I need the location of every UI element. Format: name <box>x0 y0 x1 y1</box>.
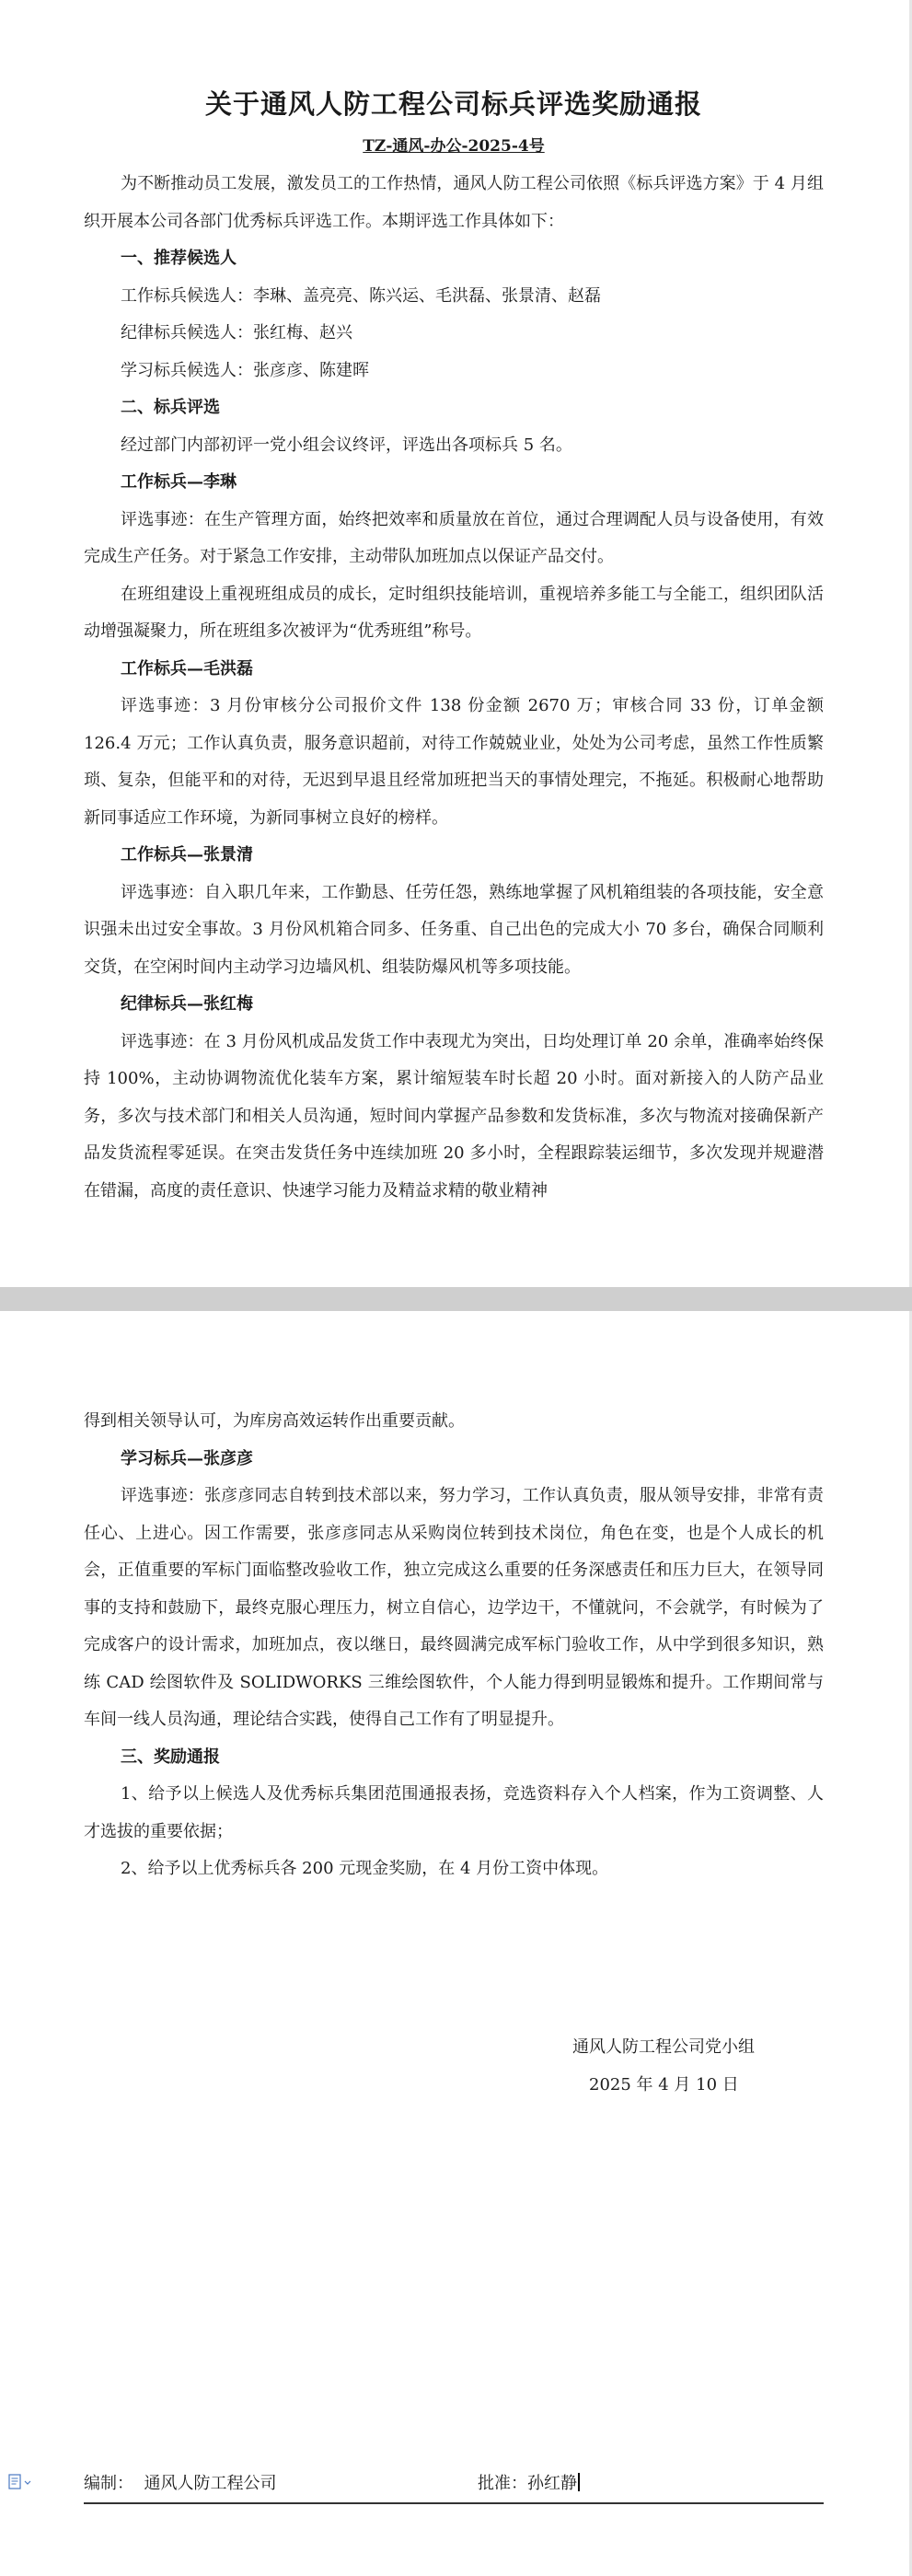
work-candidates: 工作标兵候选人：李琳、盖亮亮、陈兴运、毛洪磊、张景清、赵磊 <box>121 285 601 306</box>
footer-editor <box>84 2466 276 2502</box>
award-1-paragraph-2: 在班组建设上重视班组成员的成长，定时组织技能培训，重视培养多能工与全能工，组织团队活动增强凝聚力，所在班组多次被评为“优秀班组”称号。 <box>84 584 824 641</box>
section-2-heading: 二、标兵评选 <box>121 398 220 417</box>
document-number <box>84 129 824 164</box>
award-4-paragraph: 评选事迹：在 3 月份风机成品发货工作中表现尤为突出，日均处理订单 20 余单，准确率始终保持 100%，主动协调物流优化装车方案，累计缩短装车时长超 20 小时。面对新接入的人防产品业务，多次与技术部门和相关人员沟通，短时间内掌握产品参数和发货标准，多次与物流对接确保新产品发货流程零延误。在突击发货任务中连续加班 20 多小时，全程跟踪装运细节，多次发现并规避潜在错漏，高度的责任意识、快速学习能力及精益求精的敬业精神 <box>84 1031 824 1201</box>
award-5-paragraph: 评选事迹：张彦彦同志自转到技术部以来，努力学习，工作认真负责，服从领导安排，非常有责任心、上进心。因工作需要，张彦彦同志从采购岗位转到技术岗位，角色在变，也是个人成长的机会，正值重要的军标门面临整改验收工作，独立完成这么重要的任务深感责任和压力巨大，在领导同事的支持和鼓励下，最终克服心理压力，树立自信心，边学边干，不懂就问，不会就学，有时候为了完成客户的设计需求，加班加点，夜以继日，最终圆满完成军标门验收工作，从中学到很多知识，熟练 CAD 绘图软件及 SOLIDWORKS 三维绘图软件，个人能力得到明显锻炼和提升。工作期间常与车间一线人员沟通，理论结合实践，使得自己工作有了明显提升。 <box>84 1486 824 1729</box>
approver-label: 批准： <box>478 2474 527 2493</box>
signature-date: 2025 年 4 月 10 日 <box>589 2075 739 2094</box>
award-4-heading: 纪律标兵—张红梅 <box>121 994 253 1014</box>
chevron-down-icon <box>25 2481 30 2484</box>
award-3-heading: 工作标兵—张景清 <box>121 845 253 864</box>
approver-name[interactable]: 孙红静 <box>527 2474 577 2493</box>
document-number-text: TZ-通风-办公-2025-4号 <box>363 137 545 156</box>
document-title: 关于通风人防工程公司标兵评选奖励通报 <box>204 88 702 120</box>
discipline-candidates: 纪律标兵候选人：张红梅、赵兴 <box>121 323 352 342</box>
award-2-heading: 工作标兵—毛洪磊 <box>121 658 253 679</box>
editor-label: 编制： <box>84 2474 133 2493</box>
intro-paragraph: 为不断推动员工发展，激发员工的工作热情，通风人防工程公司依照《标兵评选方案》于 4 月组织开展本公司各部门优秀标兵评选工作。本期评选工作具体如下： <box>84 174 824 231</box>
signature-organization: 通风人防工程公司党小组 <box>572 2037 755 2057</box>
page-1-content <box>84 79 824 1210</box>
section-2-text: 经过部门内部初评一党小组会议终评，评选出各项标兵 5 名。 <box>121 435 572 455</box>
section-1-heading: 一、推荐候选人 <box>121 249 237 268</box>
award-4-paragraph-continued: 得到相关领导认可，为库房高效运转作出重要贡献。 <box>84 1411 465 1431</box>
award-1-heading: 工作标兵—李琳 <box>121 472 237 492</box>
document-icon[interactable] <box>7 2474 35 2490</box>
section-3-heading: 三、奖励通报 <box>121 1746 220 1767</box>
award-2-paragraph: 评选事迹：3 月份审核分公司报价文件 138 份金额 2670 万；审核合同 33 份，订单金额 126.4 万元；工作认真负责，服务意识超前，对待工作兢兢业业，处处为公司考虑，虽然工作性质繁琐、复杂，但能平和的对待，无迟到早退且经常加班把当天的事情处理完，不拖延。积极耐心地帮助新同事适应工作环境，为新同事树立良好的榜样。 <box>84 696 824 828</box>
award-3-paragraph: 评选事迹：自入职几年来，工作勤恳、任劳任怨，熟练地掌握了风机箱组装的各项技能，安全意识强未出过安全事故。3 月份风机箱合同多、任务重、自己出色的完成大小 70 多台，确保合同顺利交货，在空闲时间内主动学习边墙风机、组装防爆风机等多项技能。 <box>84 882 824 977</box>
reward-item-1: 1、给予以上候选人及优秀标兵集团范围通报表扬，竞选资料存入个人档案，作为工资调整、人才选拔的重要依据； <box>84 1784 824 1841</box>
page-separator <box>0 1287 912 1311</box>
page-1 <box>0 0 912 1287</box>
footer-approver[interactable] <box>478 2466 580 2502</box>
reward-item-2: 2、给予以上优秀标兵各 200 元现金奖励，在 4 月份工资中体现。 <box>121 1859 609 1878</box>
award-1-paragraph-1: 评选事迹：在生产管理方面，始终把效率和质量放在首位，通过合理调配人员与设备使用，有效完成生产任务。对于紧急工作安排，主动带队加班加点以保证产品交付。 <box>84 509 824 566</box>
editor-name: 通风人防工程公司 <box>144 2474 277 2493</box>
award-5-heading: 学习标兵—张彦彦 <box>121 1448 253 1468</box>
document-footer <box>84 2466 824 2504</box>
text-cursor <box>578 2473 580 2491</box>
study-candidates: 学习标兵候选人：张彦彦、陈建晖 <box>121 360 369 380</box>
page-2 <box>0 1311 912 2576</box>
page-2-content <box>84 1403 824 1888</box>
